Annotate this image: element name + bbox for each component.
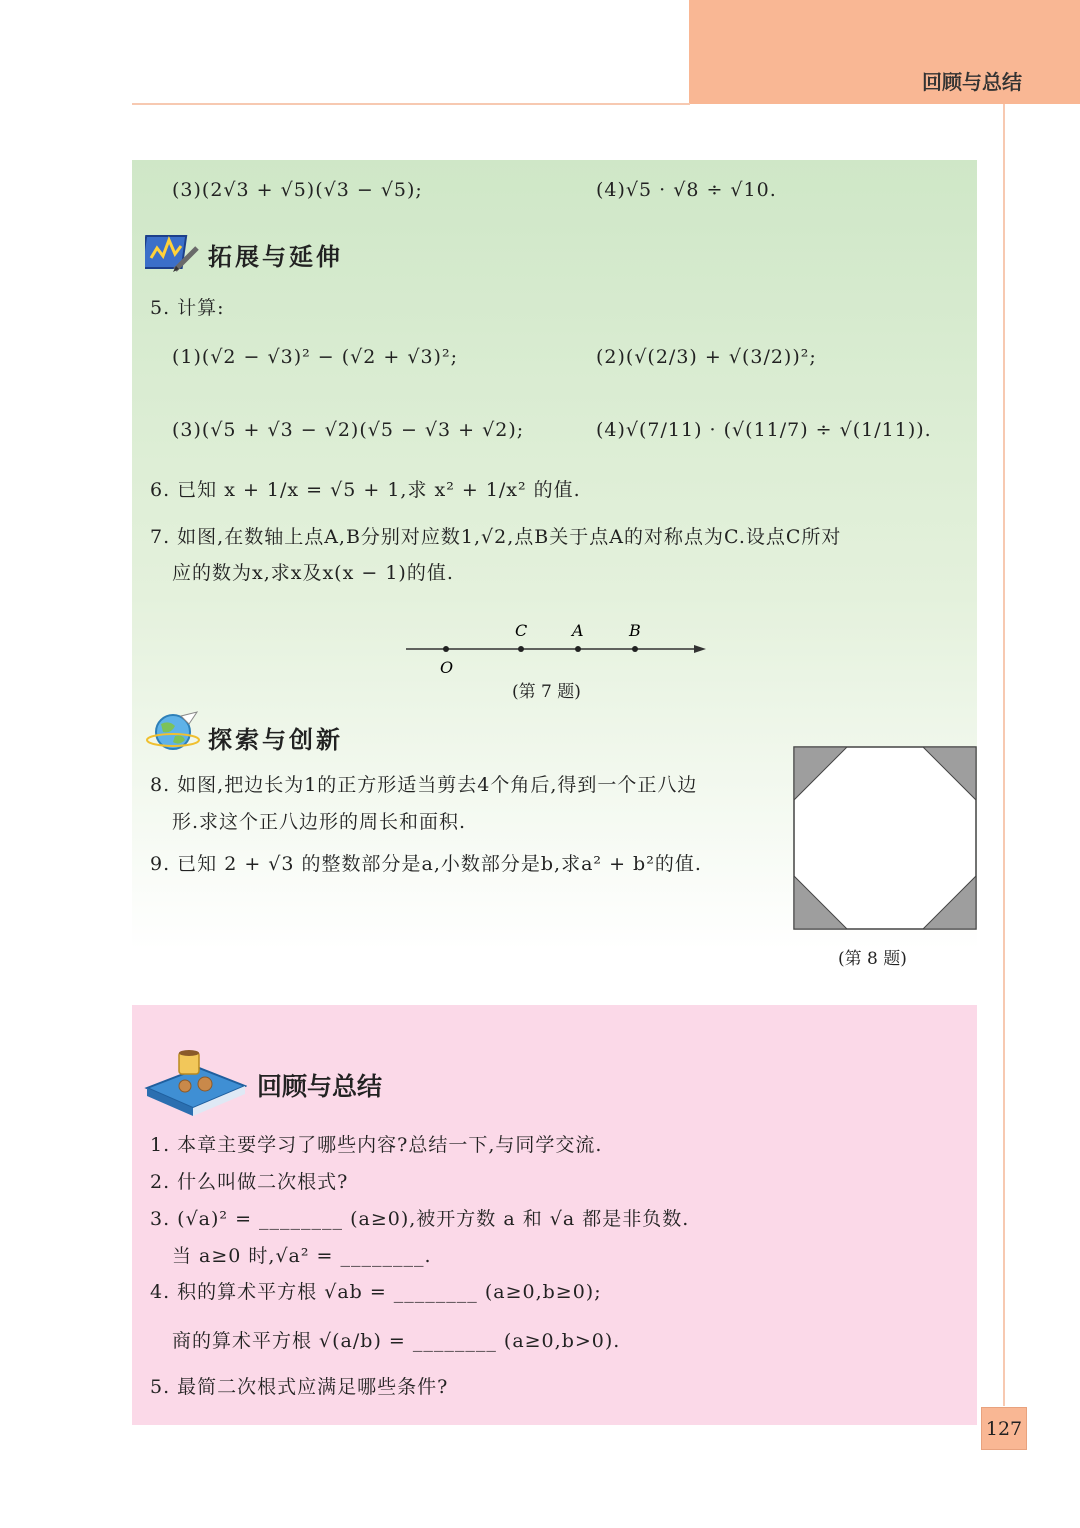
- review-2: 2. 什么叫做二次根式?: [150, 1171, 349, 1193]
- q5-title: 5. 计算:: [150, 297, 225, 319]
- section-review: 回顾与总结: [257, 1072, 383, 1101]
- header-title: 回顾与总结: [922, 70, 1022, 94]
- q9: 9. 已知 2 + √3 的整数部分是a,小数部分是b,求a² + b²的值.: [150, 853, 702, 875]
- point-B: [632, 646, 638, 652]
- book-cup-icon: [143, 1046, 247, 1120]
- section-explore: 探索与创新: [208, 725, 343, 754]
- label-B: B: [629, 621, 641, 640]
- section-extension: 拓展与延伸: [208, 242, 343, 271]
- q6: 6. 已知 x + 1/x = √5 + 1,求 x² + 1/x² 的值.: [150, 479, 581, 501]
- header-rule: [132, 103, 690, 105]
- q8-line1: 8. 如图,把边长为1的正方形适当剪去4个角后,得到一个正八边: [150, 774, 698, 796]
- q4-part4: (4)√5 · √8 ÷ √10.: [596, 179, 777, 201]
- chart-pencil-icon: [145, 230, 201, 274]
- q5-part3: (3)(√5 + √3 − √2)(√5 − √3 + √2);: [172, 419, 525, 441]
- number-line-figure: [400, 615, 710, 681]
- label-A: A: [572, 621, 584, 640]
- fig8-caption: (第 8 题): [838, 949, 907, 969]
- octagon-figure: [793, 746, 977, 930]
- point-O: [443, 646, 449, 652]
- axis-arrow: [694, 645, 706, 653]
- review-1: 1. 本章主要学习了哪些内容?总结一下,与同学交流.: [150, 1134, 603, 1156]
- page-number: 127: [981, 1407, 1027, 1450]
- side-rule: [1003, 104, 1005, 1406]
- review-3a: 3. (√a)² = ________ (a≥0),被开方数 a 和 √a 都是非负数.: [150, 1208, 690, 1230]
- q4-part3: (3)(2√3 + √5)(√3 − √5);: [172, 179, 423, 201]
- q5-part1: (1)(√2 − √3)² − (√2 + √3)²;: [172, 346, 458, 368]
- square-outline: [794, 747, 976, 929]
- review-5: 5. 最简二次根式应满足哪些条件?: [150, 1376, 449, 1398]
- globe-plane-icon: [145, 710, 201, 754]
- fig7-caption: (第 7 题): [512, 682, 581, 702]
- review-4b: 商的算术平方根 √(a/b) = ________ (a≥0,b>0).: [172, 1330, 621, 1352]
- review-4a: 4. 积的算术平方根 √ab = ________ (a≥0,b≥0);: [150, 1281, 602, 1303]
- q5-part4: (4)√(7/11) · (√(11/7) ÷ √(1/11)).: [596, 419, 932, 441]
- q5-part2: (2)(√(2/3) + √(3/2))²;: [596, 346, 817, 368]
- q7-line1: 7. 如图,在数轴上点A,B分别对应数1,√2,点B关于点A的对称点为C.设点C所对: [150, 526, 842, 548]
- review-3b: 当 a≥0 时,√a² = ________.: [172, 1245, 432, 1267]
- q7-line2: 应的数为x,求x及x(x − 1)的值.: [172, 562, 454, 584]
- label-C: C: [515, 621, 528, 640]
- label-O: O: [440, 658, 454, 677]
- point-C: [518, 646, 524, 652]
- q8-line2: 形.求这个正八边形的周长和面积.: [172, 811, 467, 833]
- point-A: [575, 646, 581, 652]
